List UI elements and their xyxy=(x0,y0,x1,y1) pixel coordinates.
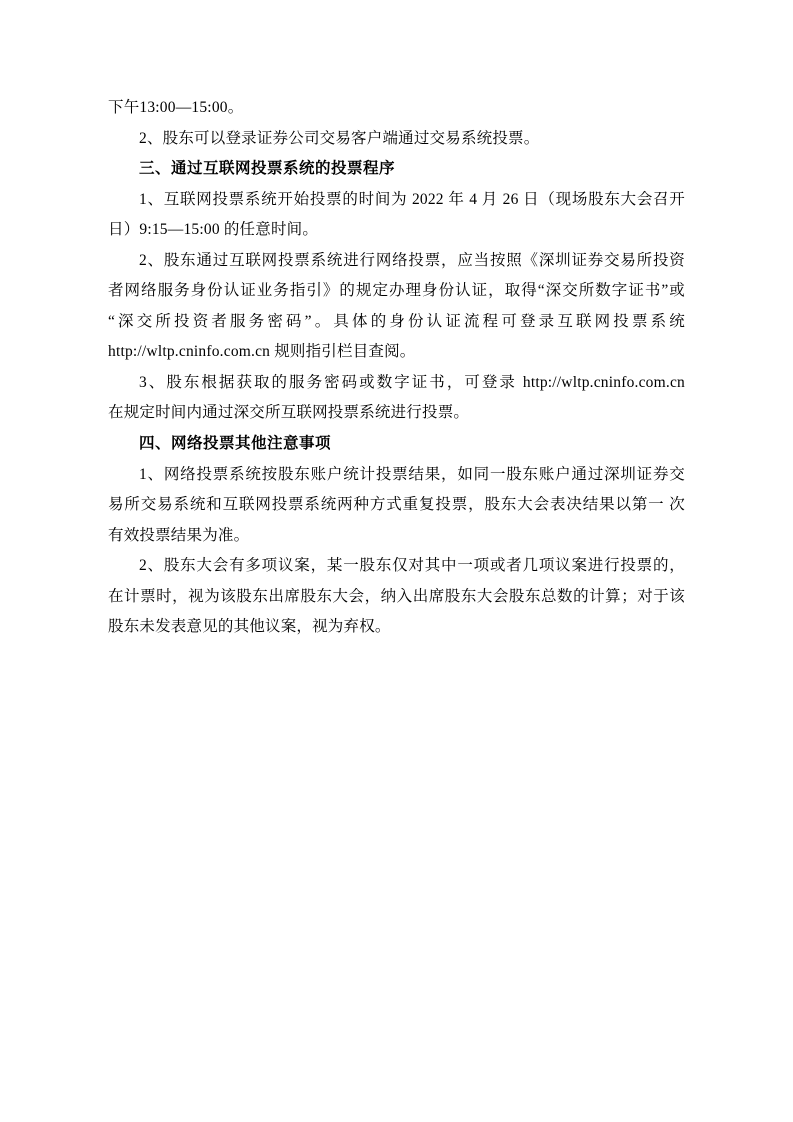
text-line: 3、股东根据获取的服务密码或数字证书，可登录 http://wltp.cninfo.com.cn xyxy=(139,373,685,391)
text-line: 日）9:15—15:00 的任意时间。 xyxy=(108,221,319,239)
text-line: 在规定时间内通过深交所互联网投票系统进行投票。 xyxy=(108,404,470,422)
text-line: 易所交易系统和互联网投票系统两种方式重复投票，股东大会表决结果以第一 次 xyxy=(108,496,685,514)
section-heading: 四、网络投票其他注意事项 xyxy=(139,435,332,453)
text-line: http://wltp.cninfo.com.cn 规则指引栏目查阅。 xyxy=(108,343,416,361)
text-line: 1、互联网投票系统开始投票的时间为 2022 年 4 月 26 日（现场股东大会召开 xyxy=(139,190,685,208)
text-line: 1、网络投票系统按股东账户统计投票结果，如同一股东账户通过深圳证券交 xyxy=(139,465,685,483)
text-line: 者网络服务身份认证业务指引》的规定办理身份认证，取得“深交所数字证书”或 xyxy=(108,282,685,300)
document-body xyxy=(108,93,685,643)
text-line: 有效投票结果为准。 xyxy=(108,526,250,544)
text-line: “深交所投资者服务密码”。具体的身份认证流程可登录互联网投票系统 xyxy=(108,312,685,330)
text-line: 2、股东通过互联网投票系统进行网络投票，应当按照《深圳证券交易所投资 xyxy=(139,251,685,269)
text-line: 2、股东可以登录证券公司交易客户端通过交易系统投票。 xyxy=(139,129,540,147)
text-line: 下午13:00—15:00。 xyxy=(108,99,244,116)
text-line: 2、股东大会有多项议案，某一股东仅对其中一项或者几项议案进行投票的， xyxy=(139,557,685,575)
text-line: 股东未发表意见的其他议案，视为弃权。 xyxy=(108,618,391,636)
text-line: 在计票时，视为该股东出席股东大会，纳入出席股东大会股东总数的计算；对于该 xyxy=(108,587,685,605)
section-heading: 三、通过互联网投票系统的投票程序 xyxy=(139,160,396,178)
